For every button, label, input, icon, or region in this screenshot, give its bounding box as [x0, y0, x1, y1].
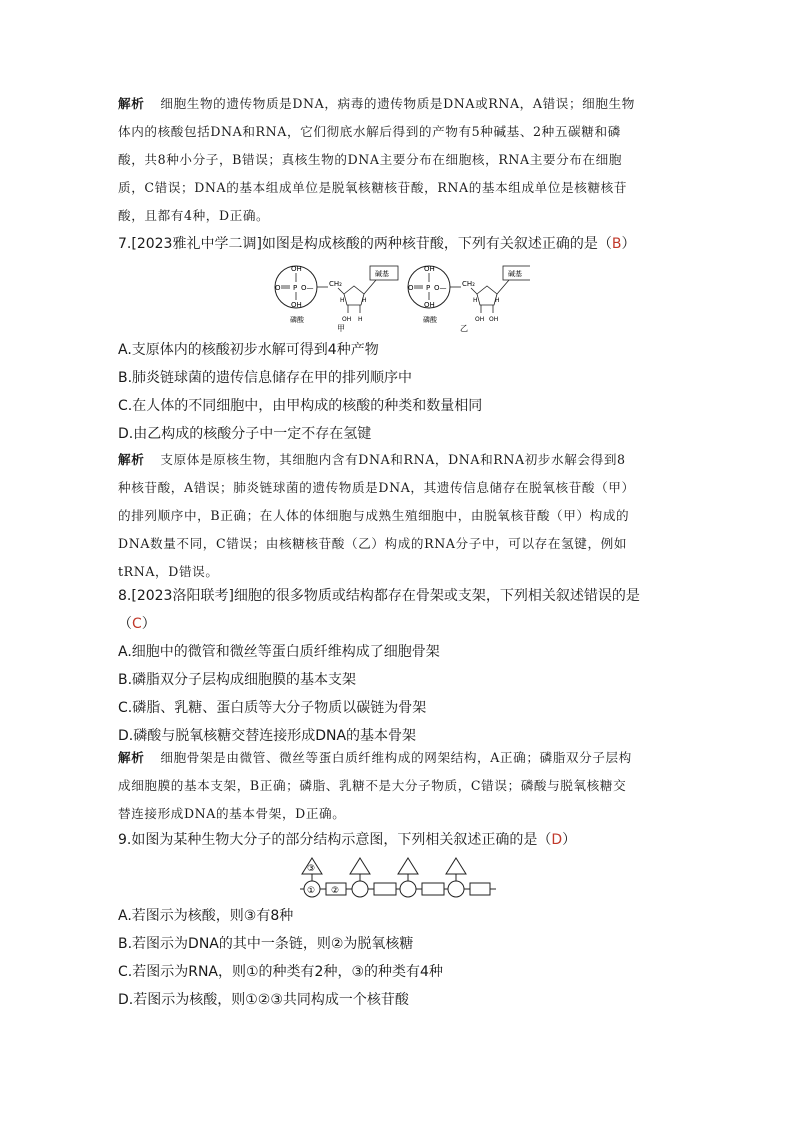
label-1: ① — [307, 886, 316, 896]
question-text: 7.[2023雅礼中学二调]如图是构成核酸的两种核苷酸，下列有关叙述正确的是（ — [118, 236, 612, 252]
option-b: B.若图示为DNA的其中一条链，则②为脱氧核糖 — [118, 936, 414, 952]
circle — [448, 881, 464, 897]
nucleotide-b-label: 乙 — [460, 324, 468, 333]
question-text: ） — [621, 236, 636, 252]
answer-mark: D — [551, 832, 563, 848]
explanation-q6 — [118, 90, 674, 230]
o-dash-label: O— — [301, 284, 314, 292]
question-8-answer — [118, 610, 674, 638]
nucleotide-a-label: 甲 — [337, 324, 345, 333]
explanation-text: 细胞骨架是由微管、微丝等蛋白质纤维构成的网架结构，A正确；磷脂双分子层构 — [160, 750, 632, 765]
triangle — [446, 858, 466, 874]
question-text: 9.如图为某种生物大分子的部分结构示意图，下列相关叙述正确的是（ — [118, 832, 552, 848]
ch2-label: CH₂ — [462, 280, 475, 288]
explanation-line: 替连接形成DNA的基本骨架，D正确。 — [118, 806, 346, 821]
option-d: D.磷酸与脱氧核糖交替连接形成DNA的基本骨架 — [118, 728, 417, 744]
circle — [400, 881, 416, 897]
bracket: ） — [141, 616, 156, 632]
explanation-line: 体内的核酸包括DNA和RNA，它们彻底水解后得到的产物有5种碱基、2种五碳糖和磷 — [118, 124, 621, 139]
option-b: B.磷脂双分子层构成细胞膜的基本支架 — [118, 672, 357, 688]
option-c: C.若图示为RNA，则①的种类有2种，③的种类有4种 — [118, 964, 443, 980]
explanation-line: 种核苷酸，A错误；肺炎链球菌的遗传物质是DNA，其遗传信息储存在脱氧核苷酸（甲） — [118, 480, 635, 495]
explanation-q7 — [118, 446, 674, 586]
explanation-line: DNA数量不同，C错误；由核糖核苷酸（乙）构成的RNA分子中，可以存在氢键，例如 — [118, 536, 628, 551]
nucleotide-diagram — [270, 258, 530, 334]
circle — [352, 881, 368, 897]
h-label: H — [340, 297, 345, 304]
p-label: P — [293, 284, 298, 292]
base-label: 碱基 — [375, 270, 389, 278]
explanation-line: 质，C错误；DNA的基本组成单位是脱氧核糖核苷酸，RNA的基本组成单位是核糖核苷 — [118, 180, 628, 195]
option-a: A.细胞中的微管和微丝等蛋白质纤维构成了细胞骨架 — [118, 644, 440, 660]
explanation-line — [118, 446, 674, 474]
question-8 — [118, 582, 674, 750]
explanation-q8 — [118, 744, 674, 828]
phosphate-label: 磷酸 — [423, 316, 437, 324]
nucleotide-a — [275, 265, 398, 333]
explanation-label: 解析 — [118, 750, 145, 765]
oh-label: OH — [291, 265, 302, 273]
h-label: H — [358, 316, 363, 323]
explanation-line — [118, 744, 674, 772]
option-b: B.肺炎链球菌的遗传信息储存在甲的排列顺序中 — [118, 370, 413, 386]
explanation-line: 的排列顺序中，B正确；在人体的体细胞与成熟生殖细胞中，由脱氧核苷酸（甲）构成的 — [118, 508, 630, 523]
question-8-stem: 8.[2023洛阳联考]细胞的很多物质或结构都存在骨架或支架，下列相关叙述错误的是 — [118, 588, 640, 604]
triangle — [350, 858, 370, 874]
question-7-stem — [118, 230, 674, 258]
h-label: H — [473, 297, 478, 304]
explanation-text: 细胞生物的遗传物质是DNA，病毒的遗传物质是DNA或RNA，A错误；细胞生物 — [160, 96, 635, 111]
o-dash-label: O— — [434, 284, 447, 292]
explanation-line: 酸，共8种小分子，B错误；真核生物的DNA主要分布在细胞核，RNA主要分布在细胞 — [118, 152, 623, 167]
oh-label: OH — [342, 316, 352, 323]
explanation-text: 支原体是原核生物，其细胞内含有DNA和RNA，DNA和RNA初步水解会得到8 — [160, 452, 626, 467]
triangle — [398, 858, 418, 874]
ribose-ring — [477, 286, 497, 305]
nucleotide-b — [408, 265, 530, 333]
oh-label: OH — [475, 316, 485, 323]
option-a: A.若图示为核酸，则③有8种 — [118, 908, 294, 924]
explanation-line — [118, 90, 674, 118]
question-text: ） — [562, 832, 577, 848]
question-9-options — [118, 902, 674, 1014]
option-d: D.若图示为核酸，则①②③共同构成一个核苷酸 — [118, 992, 409, 1008]
option-c: C.在人体的不同细胞中，由甲构成的核酸的种类和数量相同 — [118, 398, 483, 414]
option-a: A.支原体内的核酸初步水解可得到4种产物 — [118, 342, 379, 358]
h-label: H — [362, 297, 367, 304]
macromolecule-chain-diagram — [296, 856, 500, 902]
p-label: P — [426, 284, 431, 292]
explanation-line: 成细胞膜的基本支架，B正确；磷脂、乳糖不是大分子物质，C错误；磷酸与脱氧核糖交 — [118, 778, 627, 793]
deoxyribose-ring — [344, 286, 364, 305]
ch2-label: CH₂ — [329, 280, 342, 288]
o-label: O — [275, 284, 281, 292]
label-3: ③ — [307, 864, 316, 874]
label-2: ② — [331, 886, 340, 896]
phosphate-label: 磷酸 — [290, 316, 304, 324]
bracket: （ — [118, 616, 132, 632]
question-7-options — [118, 336, 674, 448]
explanation-line: tRNA，D错误。 — [118, 564, 219, 579]
o-label: O — [408, 284, 414, 292]
answer-mark: B — [611, 236, 622, 252]
oh-label: OH — [489, 316, 499, 323]
oh-label: OH — [424, 301, 435, 309]
explanation-label: 解析 — [118, 96, 145, 111]
base-label: 碱基 — [508, 270, 522, 278]
explanation-label: 解析 — [118, 452, 145, 467]
oh-label: OH — [424, 265, 435, 273]
question-9-stem — [118, 826, 674, 854]
explanation-line: 酸，且都有4种，D正确。 — [118, 208, 270, 223]
oh-label: OH — [291, 301, 302, 309]
rect — [470, 883, 490, 895]
answer-mark: C — [132, 616, 142, 632]
rect — [374, 883, 396, 895]
option-c: C.磷脂、乳糖、蛋白质等大分子物质以碳链为骨架 — [118, 700, 427, 716]
option-d: D.由乙构成的核酸分子中一定不存在氢键 — [118, 426, 372, 442]
rect — [422, 883, 444, 895]
h-label: H — [495, 297, 500, 304]
